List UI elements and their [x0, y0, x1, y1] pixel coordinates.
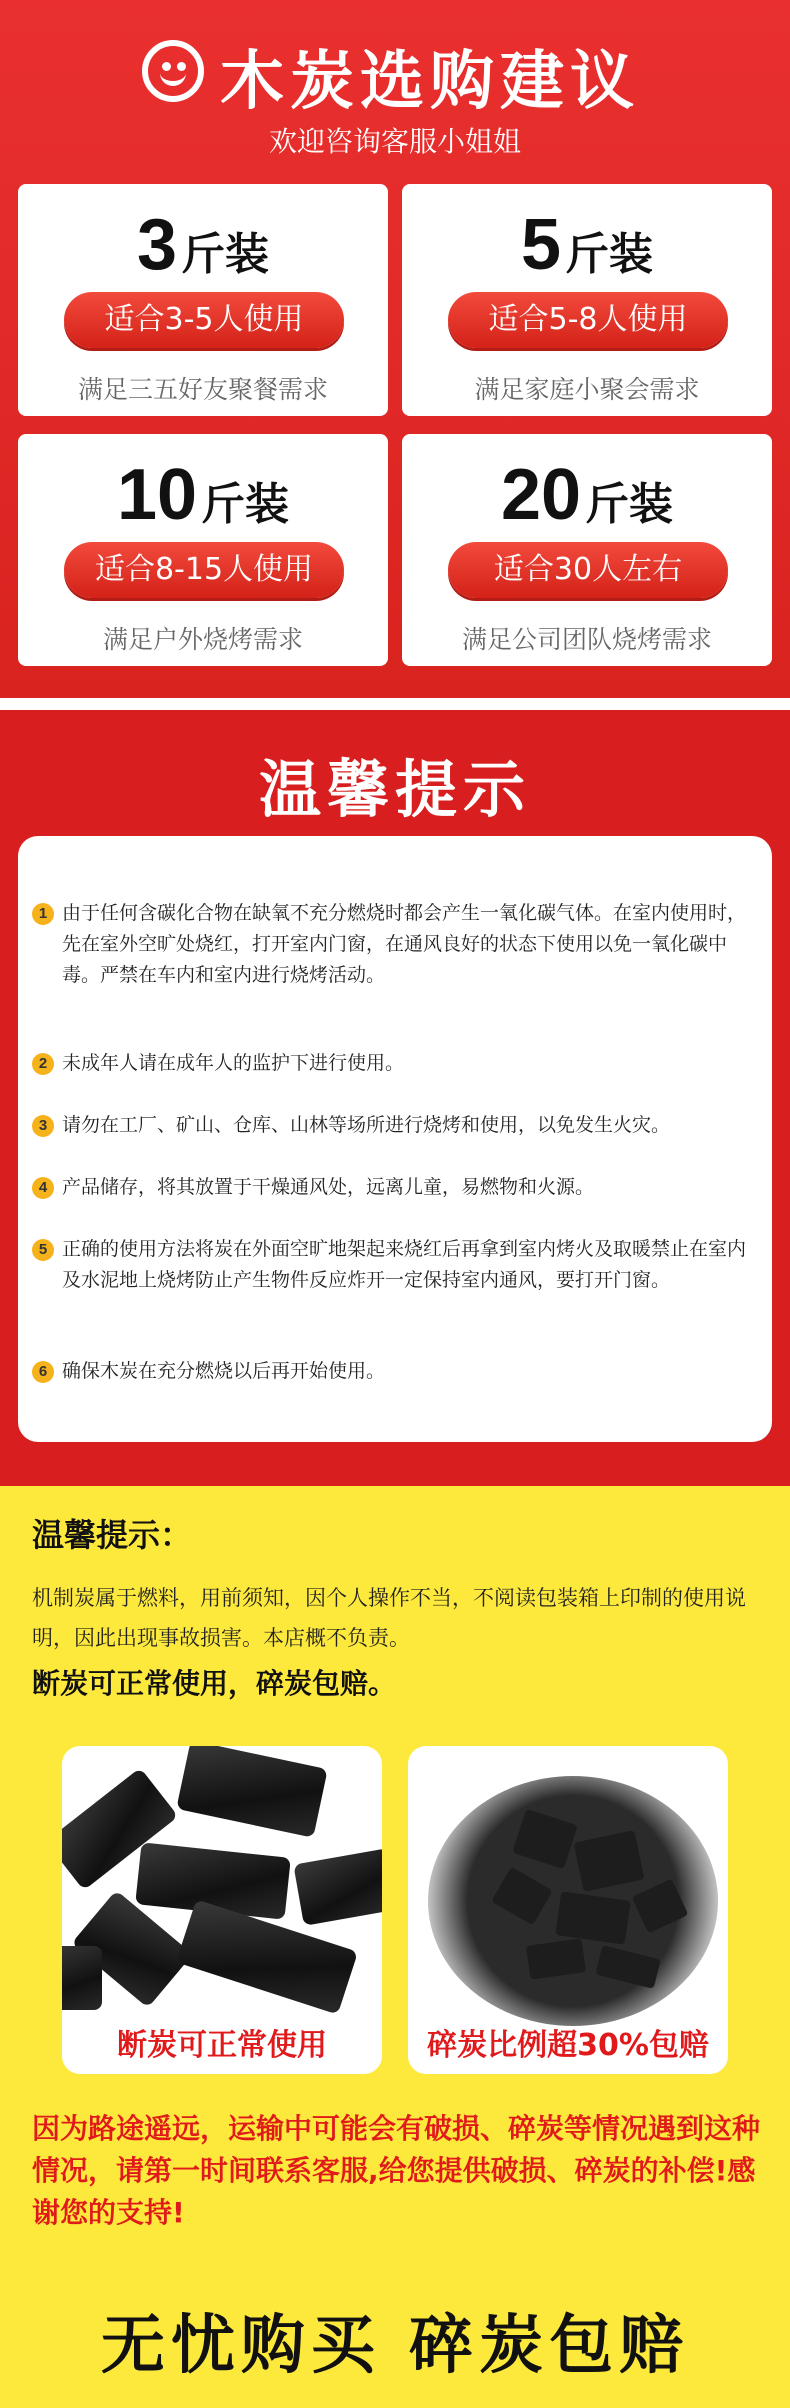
tip-text: 由于任何含碳化合物在缺氧不充分燃烧时都会产生一氧化碳气体。在室内使用时，先在室外空旷处烧红，打开室内门窗，在通风良好的状态下使用以免一氧化碳中毒。严禁在车内和室内进行烧烤活动。	[62, 902, 747, 986]
logo-mouth	[160, 72, 186, 86]
notice-text: 机制炭属于燃料，用前须知，因个人操作不当，不阅读包装箱上印制的使用说明，因此出现事故损害。本店概不负责。	[32, 1586, 746, 1650]
charcoal-stick	[62, 1946, 102, 2010]
package-weight: 5	[520, 205, 562, 285]
package-amount	[402, 204, 772, 286]
charcoal-stick	[176, 1746, 327, 1838]
tip-number-badge: 6	[32, 1361, 54, 1383]
package-description: 满足户外烧烤需求	[102, 625, 303, 654]
package-amount	[18, 204, 388, 286]
package-card-3	[18, 184, 388, 416]
package-weight: 20	[500, 455, 582, 535]
warm-tips-title: 温馨提示	[258, 753, 531, 826]
package-unit: 斤装	[585, 479, 674, 530]
tip-item	[32, 898, 762, 991]
photo-caption: 碎炭比例超30%包赔	[427, 2028, 709, 2063]
people-count-pill: 适合8-15人使用	[64, 542, 344, 598]
photo-caption: 断炭可正常使用	[117, 2028, 327, 2063]
charcoal-stick	[293, 1848, 382, 1926]
package-description: 满足三五好友聚餐需求	[77, 375, 328, 404]
warm-tips-section	[0, 710, 790, 1486]
crushed-charcoal-photo	[408, 1746, 728, 2074]
notice-strong: 断炭可正常使用，碎炭包赔。	[32, 1667, 397, 1700]
package-unit: 斤装	[201, 479, 290, 530]
package-description: 满足家庭小聚会需求	[474, 375, 700, 404]
page-title: 木炭选购建议	[220, 45, 640, 119]
brand-logo-icon	[142, 40, 204, 102]
tip-text: 请勿在工厂、矿山、仓库、山林等场所进行烧烤和使用，以免发生火灾。	[62, 1114, 671, 1136]
tip-text: 正确的使用方法将炭在外面空旷地架起来烧红后再拿到室内烤火及取暖禁止在室内及水泥地上烧烤防止产生物件反应炸开一定保持室内通风，要打开门窗。	[62, 1238, 747, 1291]
logo-eye-right	[177, 62, 186, 71]
people-count-pill: 适合30人左右	[448, 542, 728, 598]
notice-title: 温馨提示：	[32, 1516, 193, 1554]
purchase-advice-section	[0, 0, 790, 698]
package-description: 满足公司团队烧烤需求	[461, 625, 712, 654]
notice-section	[0, 1486, 790, 2408]
package-weight: 3	[136, 205, 178, 285]
people-count-pill: 适合5-8人使用	[448, 292, 728, 348]
tip-item	[32, 1048, 762, 1079]
tip-number-badge: 3	[32, 1115, 54, 1137]
package-unit: 斤装	[181, 229, 270, 280]
damage-compensation-text: 因为路途遥远，运输中可能会有破损、碎炭等情况遇到这种情况，请第一时间联系客服,给您提供破损、碎炭的补偿!感谢您的支持!	[32, 2112, 761, 2229]
package-unit: 斤装	[565, 229, 654, 280]
tip-number-badge: 4	[32, 1177, 54, 1199]
tip-text: 产品储存，将其放置于干燥通风处，远离儿童，易燃物和火源。	[62, 1176, 595, 1198]
tip-item	[32, 1172, 762, 1203]
tip-number-badge: 1	[32, 903, 54, 925]
tip-item	[32, 1234, 762, 1296]
slogan: 无忧购买 碎炭包赔	[100, 2309, 690, 2383]
broken-charcoal-photo	[62, 1746, 382, 2074]
package-amount	[402, 454, 772, 536]
tip-text: 确保木炭在充分燃烧以后再开始使用。	[62, 1360, 386, 1382]
tip-item	[32, 1110, 762, 1141]
package-card-10	[18, 434, 388, 666]
tip-number-badge: 2	[32, 1053, 54, 1075]
people-count-pill: 适合3-5人使用	[64, 292, 344, 348]
tip-text: 未成年人请在成年人的监护下进行使用。	[62, 1052, 405, 1074]
page-subtitle: 欢迎咨询客服小姐姐	[268, 125, 521, 158]
tip-item	[32, 1356, 762, 1387]
package-amount	[18, 454, 388, 536]
tip-number-badge: 5	[32, 1239, 54, 1261]
package-card-20	[402, 434, 772, 666]
package-weight: 10	[116, 455, 198, 535]
logo-eye-left	[162, 62, 171, 71]
warm-tips-box	[18, 836, 772, 1442]
package-card-5	[402, 184, 772, 416]
